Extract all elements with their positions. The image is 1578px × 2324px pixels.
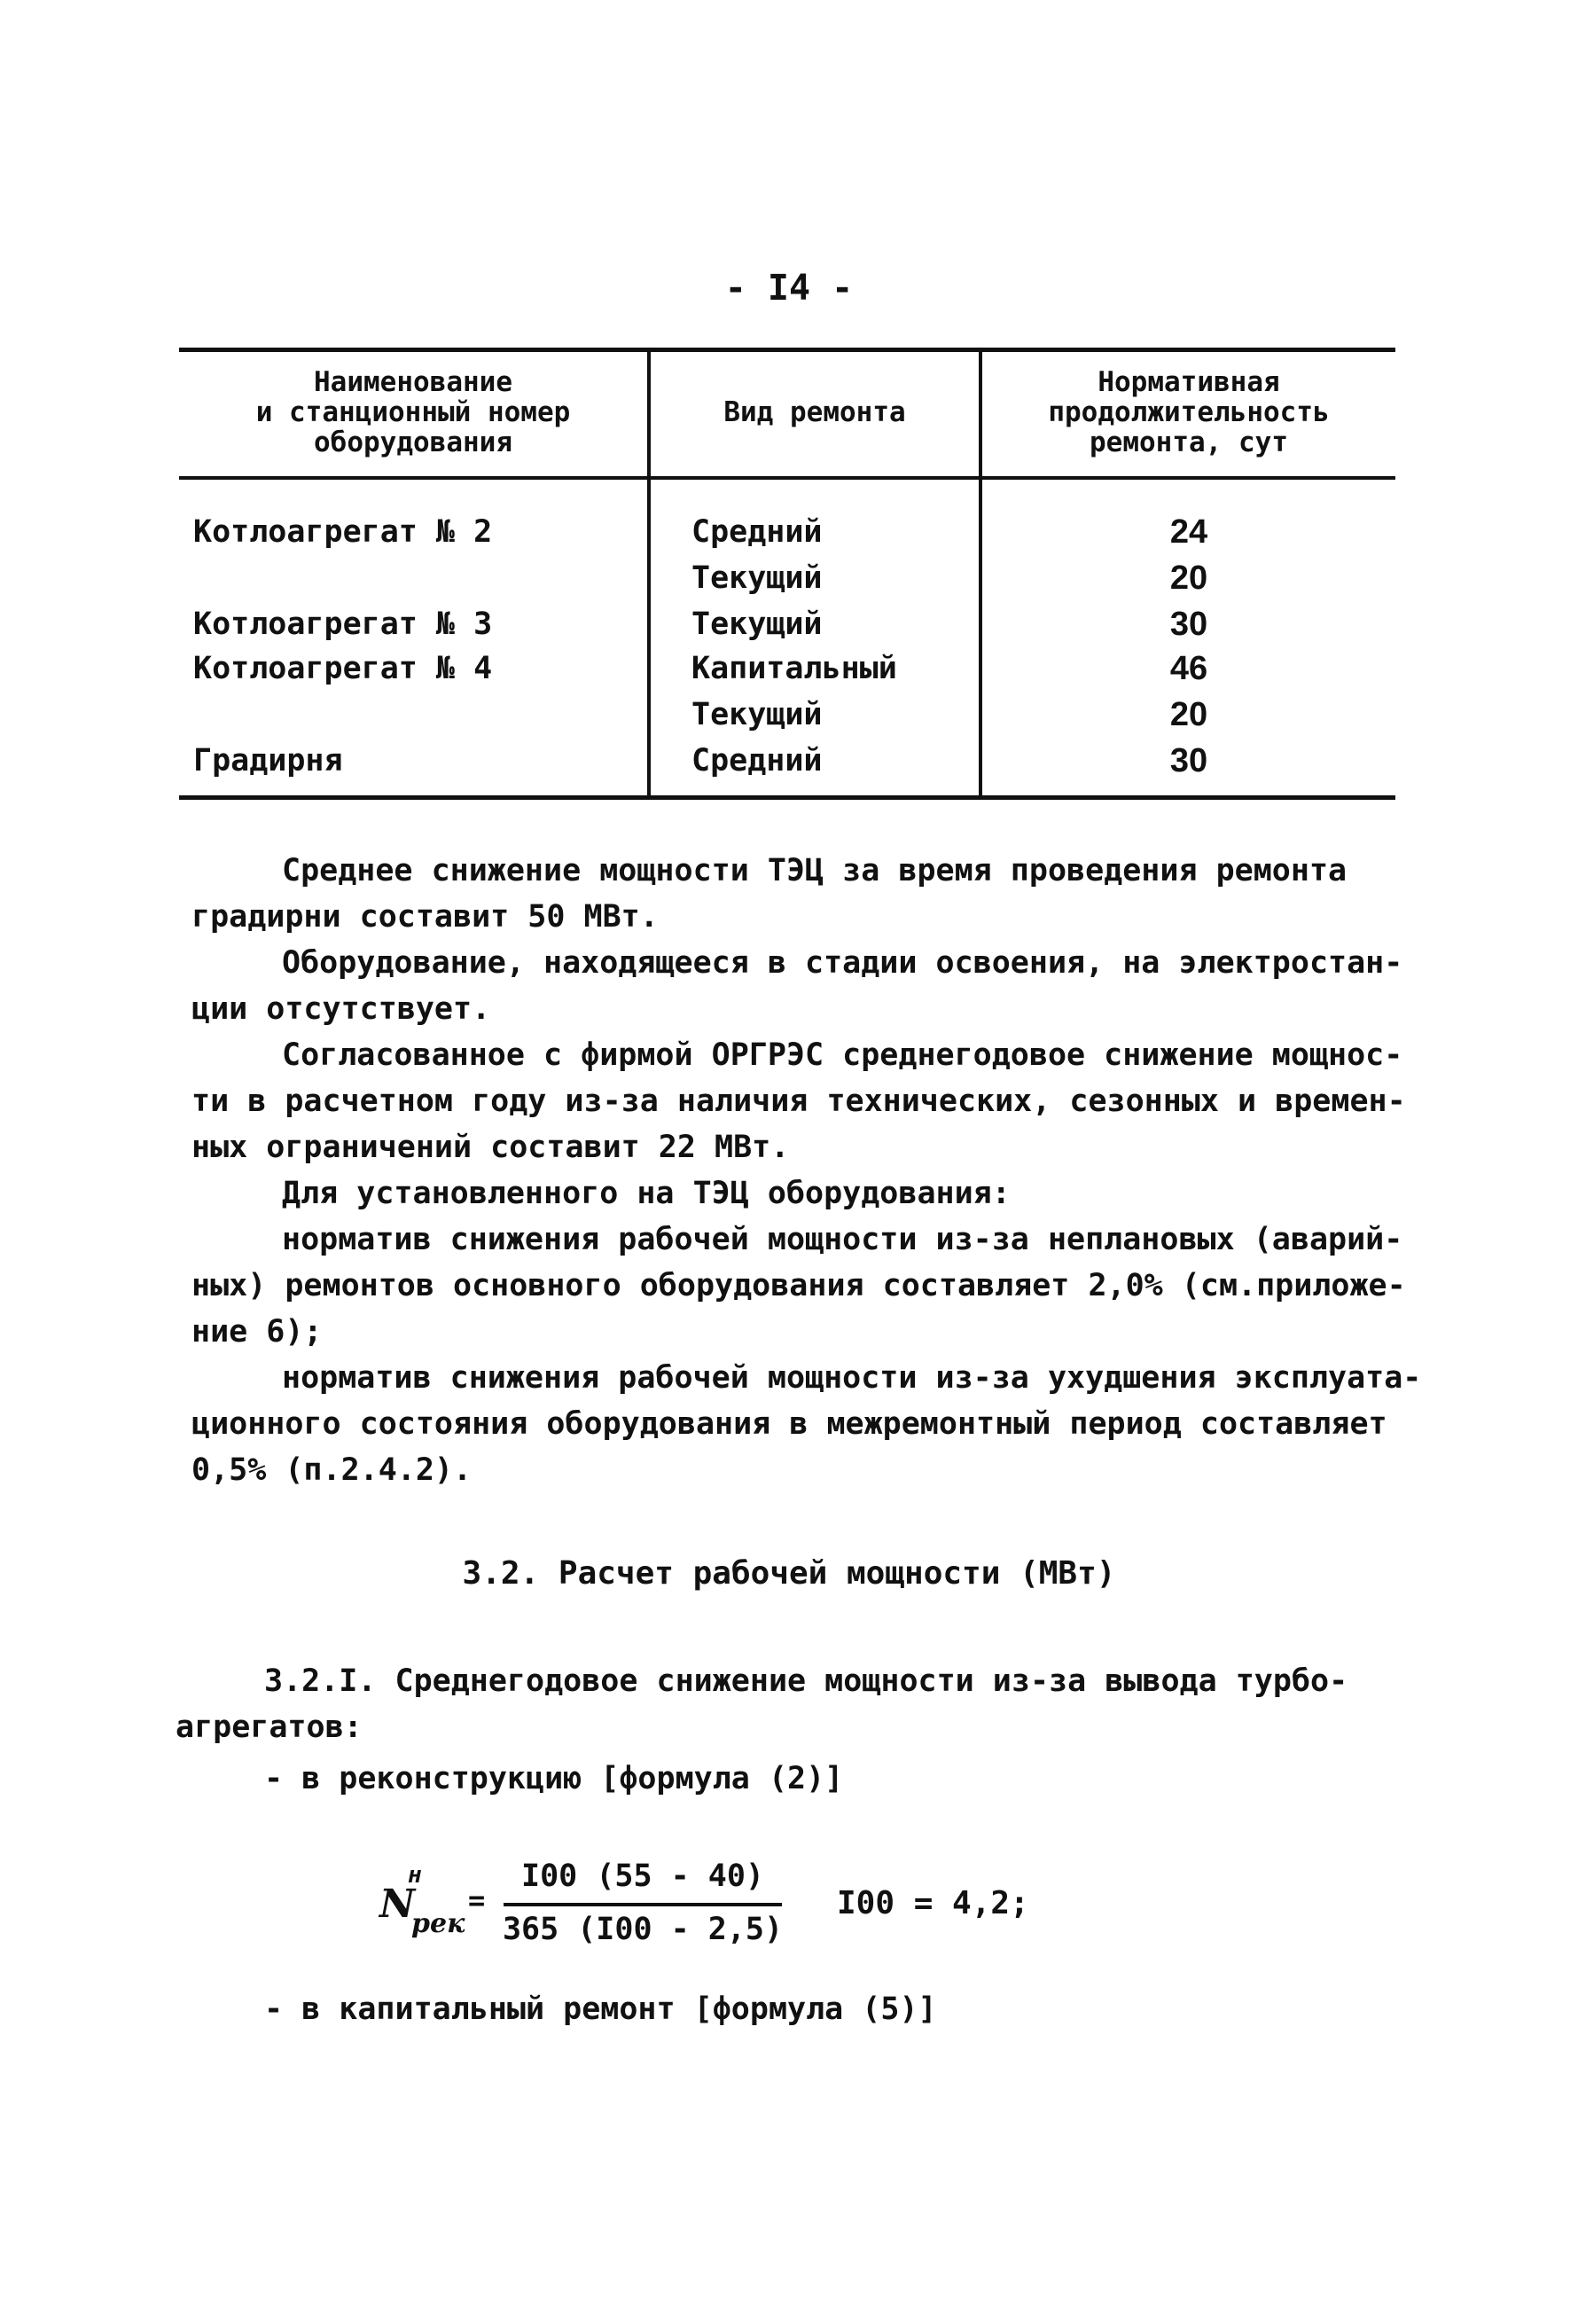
cell-repair-type: Средний bbox=[691, 743, 823, 779]
formula-symbol: N bbox=[379, 1882, 416, 1927]
bullet-reconstruction: - в реконструкцию [формула (2)] bbox=[264, 1761, 844, 1796]
cell-repair-type: Капитальный bbox=[691, 651, 897, 686]
paragraph-line: 0,5% (п.2.4.2). bbox=[191, 1452, 473, 1488]
cell-repair-type: Текущий bbox=[691, 697, 823, 732]
table-header-rule bbox=[179, 476, 1395, 480]
formula-denominator: 365 (I00 - 2,5) bbox=[502, 1912, 784, 1947]
cell-duration: 24 bbox=[1169, 513, 1208, 551]
cell-duration: 20 bbox=[1169, 696, 1208, 733]
paragraph-line: ние 6); bbox=[191, 1314, 323, 1350]
table-bottom-rule bbox=[179, 795, 1395, 800]
cell-equipment: Котлоагрегат № 2 bbox=[193, 514, 493, 550]
paragraph-line: Среднее снижение мощности ТЭЦ за время проведения ремонта bbox=[282, 853, 1348, 888]
subsection-line: 3.2.I. Среднегодовое снижение мощности из-за вывода турбо- bbox=[264, 1663, 1348, 1699]
fraction-bar bbox=[504, 1903, 782, 1906]
page-number: - I4 - bbox=[724, 268, 854, 309]
paragraph-line: градирни составит 50 МВт. bbox=[191, 899, 659, 935]
paragraph-line: ции отсутствует. bbox=[191, 991, 491, 1027]
formula-equals: = bbox=[468, 1883, 486, 1917]
section-heading: 3.2. Расчет рабочей мощности (МВт) bbox=[462, 1555, 1116, 1592]
paragraph-line: ных) ремонтов основного оборудования составляет 2,0% (см.приложе- bbox=[191, 1268, 1406, 1303]
formula bbox=[372, 1846, 1046, 1970]
cell-equipment: Градирня bbox=[193, 743, 343, 779]
cell-equipment: Котлоагрегат № 3 bbox=[193, 606, 493, 642]
cell-duration: 46 bbox=[1169, 650, 1208, 687]
paragraph-line: Для установленного на ТЭЦ оборудования: bbox=[282, 1176, 1011, 1211]
formula-numerator: I00 (55 - 40) bbox=[521, 1858, 764, 1894]
paragraph-line: Согласованное с фирмой ОРГРЭС среднегодовое снижение мощнос- bbox=[282, 1037, 1403, 1073]
table-top-rule bbox=[179, 348, 1395, 352]
cell-repair-type: Средний bbox=[691, 514, 823, 550]
formula-subscript: рек bbox=[411, 1908, 465, 1939]
bullet-capital-repair: - в капитальный ремонт [формула (5)] bbox=[264, 1991, 937, 2027]
formula-superscript: н bbox=[408, 1862, 422, 1889]
paragraph-line: Оборудование, находящееся в стадии освоения, на электростан- bbox=[282, 945, 1403, 981]
paragraph-line: норматив снижения рабочей мощности из-за ухудшения эксплуата- bbox=[282, 1360, 1422, 1396]
header-repair-type: Вид ремонта bbox=[723, 396, 906, 428]
cell-duration: 20 bbox=[1169, 559, 1208, 597]
paragraph-line: ти в расчетном году из-за наличия технических, сезонных и времен- bbox=[191, 1084, 1406, 1119]
cell-duration: 30 bbox=[1169, 606, 1208, 643]
paragraph-line: ционного состояния оборудования в межремонтный период составляет bbox=[191, 1406, 1387, 1442]
cell-repair-type: Текущий bbox=[691, 560, 823, 596]
formula-result: I00 = 4,2; bbox=[837, 1885, 1029, 1921]
subsection-line: агрегатов: bbox=[176, 1710, 363, 1745]
header-duration: Нормативная продолжительность ремонта, сут bbox=[1048, 366, 1330, 458]
paragraph-line: норматив снижения рабочей мощности из-за неплановых (аварий- bbox=[282, 1222, 1403, 1257]
cell-duration: 30 bbox=[1169, 742, 1208, 779]
paragraph-line: ных ограничений составит 22 МВт. bbox=[191, 1130, 790, 1165]
repair-table bbox=[179, 348, 1395, 800]
cell-repair-type: Текущий bbox=[691, 606, 823, 642]
header-equipment: Наименование и станционный номер оборудования bbox=[255, 366, 571, 458]
cell-equipment: Котлоагрегат № 4 bbox=[193, 651, 493, 686]
